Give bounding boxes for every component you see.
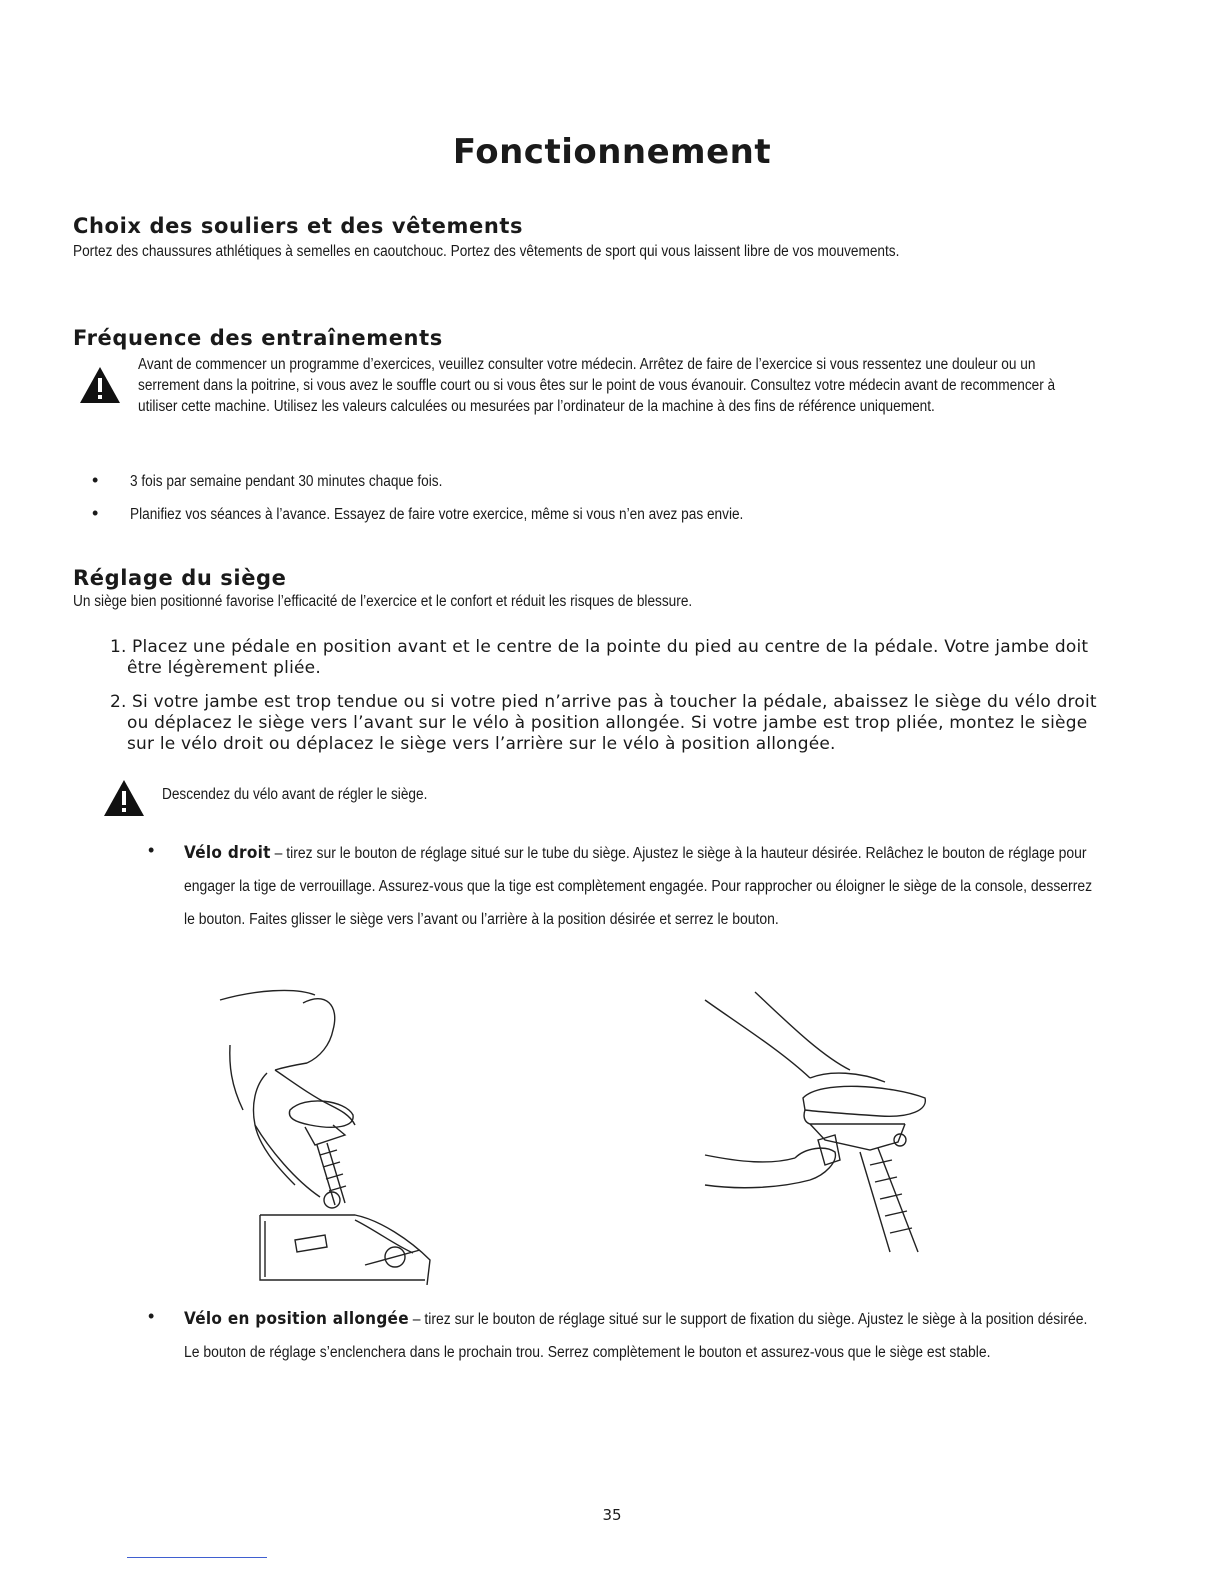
- recumbent-seat-adjust-illustration: [700, 990, 940, 1255]
- seat-step-1: [110, 637, 1110, 679]
- recumbent-bike-label: Vélo en position allongée: [184, 1309, 409, 1329]
- step-text: Si votre jambe est trop tendue ou si votre pied n’arrive pas à toucher la pédale, abaissez le siège du vélo droit ou déplacez le siège vers l’avant sur le vélo à position allongée. Si votre jambe est trop pliée, montez le siège sur le vélo droit ou déplacez le siège vers l’arrière sur le vélo à position allongée.: [127, 692, 1097, 754]
- bullet-dot: •: [148, 1306, 155, 1326]
- step-number: 2.: [110, 692, 127, 712]
- frequency-bullet-1: 3 fois par semaine pendant 30 minutes chaque fois.: [130, 473, 443, 490]
- seat-step-2: [110, 692, 1110, 755]
- bullet-dot: •: [148, 840, 155, 860]
- frequency-warning-text: Avant de commencer un programme d’exercices, veuillez consulter votre médecin. Arrêtez de faire de l’exercice si vous ressentez une douleur ou un serrement dans la poitrine, si vous avez le souffle court ou si vous êtes sur le point de vous évanouir. Consultez votre médecin avant de recommencer à utiliser cette machine. Utilisez les valeurs calculées ou mesurées par l’ordinateur de la machine à des fins de référence uniquement.: [138, 356, 1056, 415]
- bullet-dot: •: [92, 503, 99, 523]
- heading-shoes-clothing: Choix des souliers et des vêtements: [73, 214, 524, 238]
- shoes-text: Portez des chaussures athlétiques à semelles en caoutchouc. Portez des vêtements de sport qui vous laissent libre de vos mouvements.: [73, 243, 900, 260]
- warning-triangle-icon: [103, 779, 145, 817]
- frequency-bullet-2: Planifiez vos séances à l’avance. Essayez de faire votre exercice, même si vous n’en avez pas envie.: [130, 506, 744, 523]
- page-title: Fonctionnement: [452, 132, 772, 172]
- upright-bike-text: – tirez sur le bouton de réglage situé sur le tube du siège. Ajustez le siège à la hauteur désirée. Relâchez le bouton de réglage pour engager la tige de verrouillage. Assurez-vous que la tige est complètement engagée. Pour rapprocher ou éloigner le siège de la console, desserrez le bouton. Faites glisser le siège vers l’avant ou l’arrière à la position désirée et serrez le bouton.: [184, 845, 1093, 928]
- upright-seat-adjust-illustration: [215, 985, 445, 1285]
- heading-seat-adjustment: Réglage du siège: [73, 566, 287, 590]
- heading-training-frequency: Fréquence des entraînements: [73, 326, 443, 350]
- warning-triangle-icon: [79, 366, 121, 404]
- footer-rule: [127, 1557, 267, 1558]
- step-number: 1.: [110, 637, 127, 657]
- recumbent-bike-paragraph: [184, 1303, 1093, 1369]
- recumbent-bike-text: – tirez sur le bouton de réglage situé sur le support de fixation du siège. Ajustez le siège à la position désirée. Le bouton de réglage s’enclenchera dans le prochain trou. Serrez complètement le bouton et assurez-vous que le siège est stable.: [184, 1311, 1088, 1361]
- upright-bike-paragraph: [184, 837, 1102, 936]
- page-number: 35: [602, 1506, 622, 1524]
- seat-intro-text: Un siège bien positionné favorise l’efficacité de l’exercice et le confort et réduit les risques de blessure.: [73, 593, 693, 610]
- upright-bike-label: Vélo droit: [184, 843, 271, 863]
- seat-warning-text: Descendez du vélo avant de régler le siège.: [162, 786, 428, 803]
- step-text: Placez une pédale en position avant et le centre de la pointe du pied au centre de la pédale. Votre jambe doit être légèrement pliée.: [127, 637, 1089, 678]
- bullet-dot: •: [92, 470, 99, 490]
